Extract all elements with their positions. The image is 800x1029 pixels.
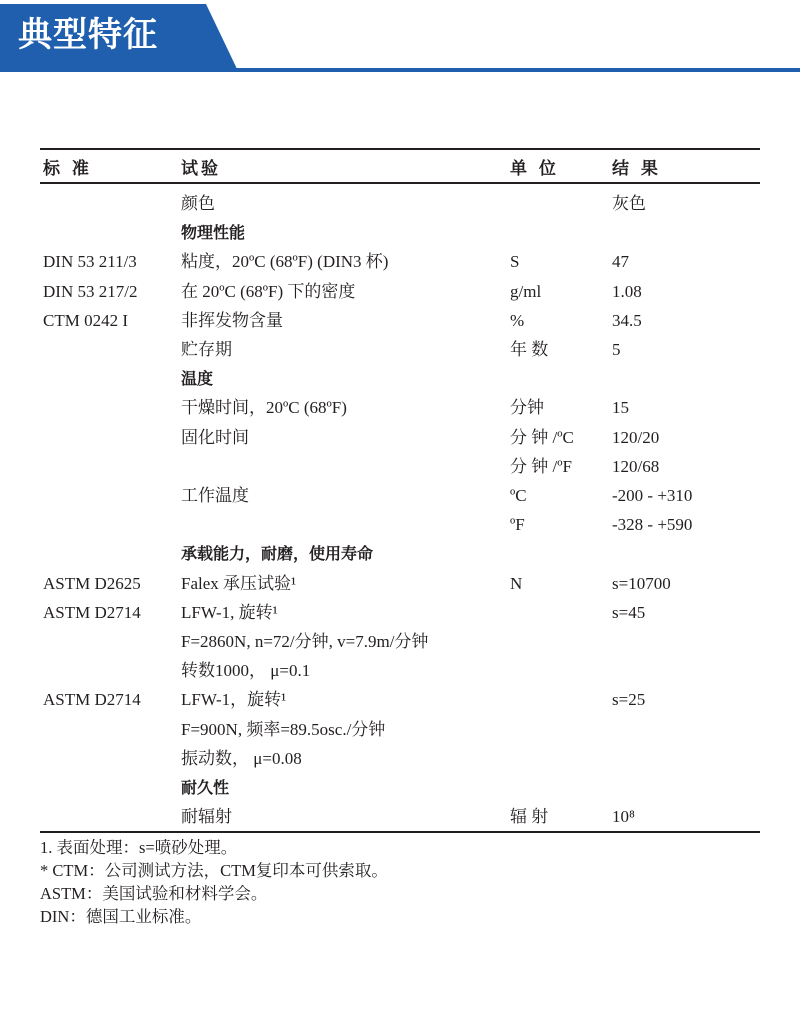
cell-standard: ASTM D2714	[43, 602, 141, 622]
cell-standard: ASTM D2625	[43, 573, 141, 593]
cell-test: 贮存期	[181, 340, 232, 359]
cell-standard: CTM 0242 I	[43, 310, 128, 330]
cell-result: 120/68	[612, 456, 660, 476]
cell-unit: %	[510, 310, 525, 330]
cell-unit: 辐 射	[510, 807, 549, 827]
table-row	[40, 452, 760, 481]
table-row	[40, 335, 760, 364]
section-heading-row	[40, 539, 760, 568]
table-row	[40, 569, 760, 598]
table-row	[40, 627, 760, 656]
cell-test: F=900N, 频率=89.5osc./分钟	[181, 719, 386, 739]
cell-result: 1.08	[612, 281, 642, 301]
table-row	[40, 510, 760, 539]
section-heading: 耐久性	[181, 778, 230, 797]
cell-result: s=45	[612, 602, 646, 622]
cell-test: 颜色	[181, 194, 215, 213]
cell-result: 10⁸	[612, 807, 635, 827]
title-banner	[0, 0, 800, 76]
table-row	[40, 656, 760, 685]
table-row	[40, 481, 760, 510]
cell-test: 固化时间	[181, 427, 249, 447]
cell-test: 耐辐射	[181, 807, 232, 827]
footnote: DIN：德国工业标准。	[40, 907, 202, 926]
column-header-standard: 标 准	[43, 159, 92, 179]
table-row	[40, 802, 760, 831]
section-heading-row	[40, 773, 760, 802]
cell-unit: N	[510, 573, 523, 593]
table-row	[40, 685, 760, 714]
cell-result: 120/20	[612, 427, 660, 447]
cell-test: F=2860N, n=72/分钟, v=7.9m/分钟	[181, 632, 429, 651]
column-header-test: 试验	[181, 159, 221, 179]
column-header-unit: 单 位	[510, 159, 559, 179]
cell-unit: ºC	[510, 486, 527, 505]
section-heading: 承载能力，耐磨，使用寿命	[181, 544, 374, 564]
cell-test: 干燥时间，20ºC (68ºF)	[181, 398, 347, 418]
table-row	[40, 247, 760, 276]
footnote: ASTM：美国试验和材料学会。	[40, 884, 268, 903]
cell-result: -200 - +310	[612, 486, 693, 505]
table-row	[40, 598, 760, 627]
table-row	[40, 189, 760, 218]
cell-unit: 年 数	[510, 340, 549, 359]
title-underline	[0, 68, 800, 72]
table-header-rule	[40, 182, 760, 184]
table-row	[40, 306, 760, 335]
table-row	[40, 744, 760, 773]
cell-unit: ºF	[510, 515, 525, 535]
cell-test: LFW-1，旋转¹	[181, 690, 287, 710]
table-row	[40, 277, 760, 306]
cell-result: s=10700	[612, 573, 671, 593]
cell-standard: DIN 53 211/3	[43, 252, 137, 272]
table-top-rule	[40, 148, 760, 150]
cell-unit: 分 钟 /ºC	[510, 427, 574, 447]
section-heading-row	[40, 364, 760, 393]
section-heading: 温度	[181, 369, 214, 389]
cell-result: 47	[612, 252, 629, 272]
page-title: 典型特征	[18, 15, 158, 55]
table-row	[40, 715, 760, 744]
cell-test: 振动数， μ=0.08	[181, 748, 302, 768]
cell-test: 在 20ºC (68ºF) 下的密度	[181, 281, 356, 301]
cell-unit: S	[510, 252, 520, 272]
section-heading: 物理性能	[181, 223, 246, 243]
cell-test: Falex 承压试验¹	[181, 573, 297, 593]
cell-standard: DIN 53 217/2	[43, 281, 138, 301]
footnote: * CTM：公司测试方法，CTM复印本可供索取。	[40, 861, 388, 880]
cell-standard: ASTM D2714	[43, 690, 141, 710]
section-heading-row	[40, 218, 760, 247]
footnote: 1. 表面处理：s=喷砂处理。	[40, 838, 238, 857]
cell-unit: 分钟	[510, 398, 544, 418]
cell-result: -328 - +590	[612, 515, 693, 535]
cell-unit: g/ml	[510, 281, 542, 301]
cell-result: 灰色	[612, 194, 646, 213]
footnotes	[40, 836, 388, 928]
cell-test: 粘度，20ºC (68ºF) (DIN3 杯)	[181, 252, 389, 272]
table-row	[40, 423, 760, 452]
column-header-result: 结 果	[612, 159, 661, 179]
cell-test: 工作温度	[181, 486, 249, 505]
cell-test: LFW-1, 旋转¹	[181, 602, 278, 622]
cell-unit: 分 钟 /ºF	[510, 456, 572, 476]
cell-result: s=25	[612, 690, 646, 710]
table-bottom-rule	[40, 831, 760, 833]
cell-result: 15	[612, 398, 629, 418]
cell-test: 转数1000， μ=0.1	[181, 661, 311, 681]
cell-result: 34.5	[612, 310, 642, 330]
table-row	[40, 393, 760, 422]
cell-test: 非挥发物含量	[181, 310, 283, 330]
cell-result: 5	[612, 340, 621, 359]
